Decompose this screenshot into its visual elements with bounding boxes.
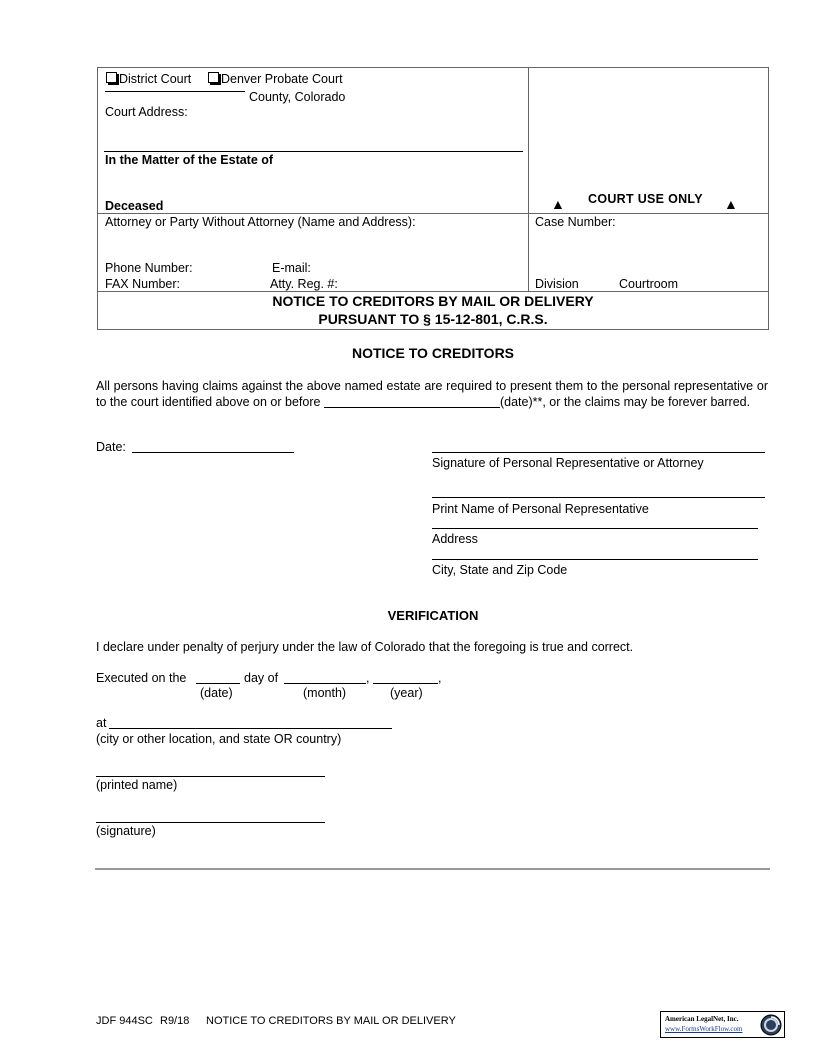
denver-probate-court-option[interactable]: [208, 72, 343, 86]
denver-probate-court-checkbox[interactable]: [208, 72, 219, 83]
year-caption: (year): [390, 686, 423, 700]
courtroom-label: Courtroom: [619, 277, 679, 291]
address-field[interactable]: [432, 528, 758, 529]
bottom-divider: [95, 868, 770, 870]
logo-globe-icon: [760, 1014, 782, 1036]
comma-1: ,: [366, 671, 370, 685]
comma-2: ,: [438, 671, 442, 685]
district-court-checkbox[interactable]: [106, 72, 117, 83]
signature-field[interactable]: [432, 452, 765, 453]
logo-website[interactable]: www.FormsWorkFlow.com: [665, 1025, 743, 1033]
logo-company-name: American LegalNet, Inc.: [665, 1015, 739, 1023]
triangle-right-icon: ▲: [724, 196, 738, 212]
denver-probate-court-label: Denver Probate Court: [221, 72, 343, 86]
americanlegalnet-logo[interactable]: [660, 1011, 785, 1038]
city-state-zip-field[interactable]: [432, 559, 758, 560]
division-label: Division: [535, 277, 579, 291]
print-name-field[interactable]: [432, 497, 765, 498]
signature-caption: (signature): [96, 824, 156, 838]
notice-body: [96, 379, 768, 410]
notice-body-part2: or the claims may be forever barred.: [549, 394, 751, 409]
claims-date-field[interactable]: [324, 396, 500, 408]
district-court-label: District Court: [119, 72, 192, 86]
caption-divider-vertical: [528, 67, 529, 292]
month-caption: (month): [303, 686, 347, 700]
executed-on-label: Executed on the: [96, 671, 187, 685]
declaration-text: I declare under penalty of perjury under the law of Colorado that the foregoing is true and correct.: [96, 640, 634, 654]
date-label: Date:: [96, 440, 126, 454]
city-state-zip-label: City, State and Zip Code: [432, 563, 568, 577]
court-address-field[interactable]: [104, 151, 523, 152]
caption-divider-1: [97, 213, 769, 214]
attorney-label: Attorney or Party Without Attorney (Name and Address):: [105, 215, 416, 229]
deceased-label: Deceased: [105, 199, 164, 213]
district-court-option[interactable]: [106, 72, 191, 86]
day-of-label: day of: [244, 671, 279, 685]
estate-matter-label: In the Matter of the Estate of: [105, 153, 274, 167]
address-label: Address: [432, 532, 478, 546]
county-label: County, Colorado: [249, 90, 346, 104]
email-label: E-mail:: [272, 261, 311, 275]
form-title-line2: PURSUANT TO § 15-12-801, C.R.S.: [318, 311, 548, 327]
case-number-label: Case Number:: [535, 215, 616, 229]
verification-signature-field[interactable]: [96, 822, 325, 823]
date-caption: (date): [200, 686, 233, 700]
court-address-label: Court Address:: [105, 105, 188, 119]
form-title-line1: NOTICE TO CREDITORS BY MAIL OR DELIVERY: [272, 293, 594, 309]
verification-heading: VERIFICATION: [387, 608, 479, 623]
signature-label: Signature of Personal Representative or Attorney: [432, 456, 704, 470]
fax-label: FAX Number:: [105, 277, 181, 291]
executed-month-field[interactable]: [284, 683, 366, 684]
footer-form-code: JDF 944SC: [96, 1015, 153, 1027]
caption-divider-2: [97, 291, 769, 292]
phone-label: Phone Number:: [105, 261, 193, 275]
footer-form-name: NOTICE TO CREDITORS BY MAIL OR DELIVERY: [206, 1015, 456, 1027]
notice-date-label: (date)**,: [499, 394, 546, 409]
notice-heading: NOTICE TO CREDITORS: [351, 345, 515, 361]
county-field[interactable]: [105, 91, 245, 92]
atty-reg-label: Atty. Reg. #:: [270, 277, 338, 291]
location-caption: (city or other location, and state OR country): [96, 732, 342, 746]
print-name-label: Print Name of Personal Representative: [432, 502, 649, 516]
court-use-only-label: COURT USE ONLY: [588, 192, 703, 206]
executed-year-field[interactable]: [373, 683, 438, 684]
notice-body-part1: All persons having claims against the above named estate are required to present them to the personal representative or to the court identified above on or before: [96, 379, 768, 409]
printed-name-field[interactable]: [96, 776, 325, 777]
footer-revision: R9/18: [160, 1015, 190, 1027]
printed-name-caption: (printed name): [96, 778, 178, 792]
executed-day-field[interactable]: [196, 683, 240, 684]
at-label: at: [96, 716, 107, 730]
location-field[interactable]: [109, 728, 392, 729]
date-field[interactable]: [132, 452, 294, 453]
triangle-left-icon: ▲: [551, 196, 565, 212]
